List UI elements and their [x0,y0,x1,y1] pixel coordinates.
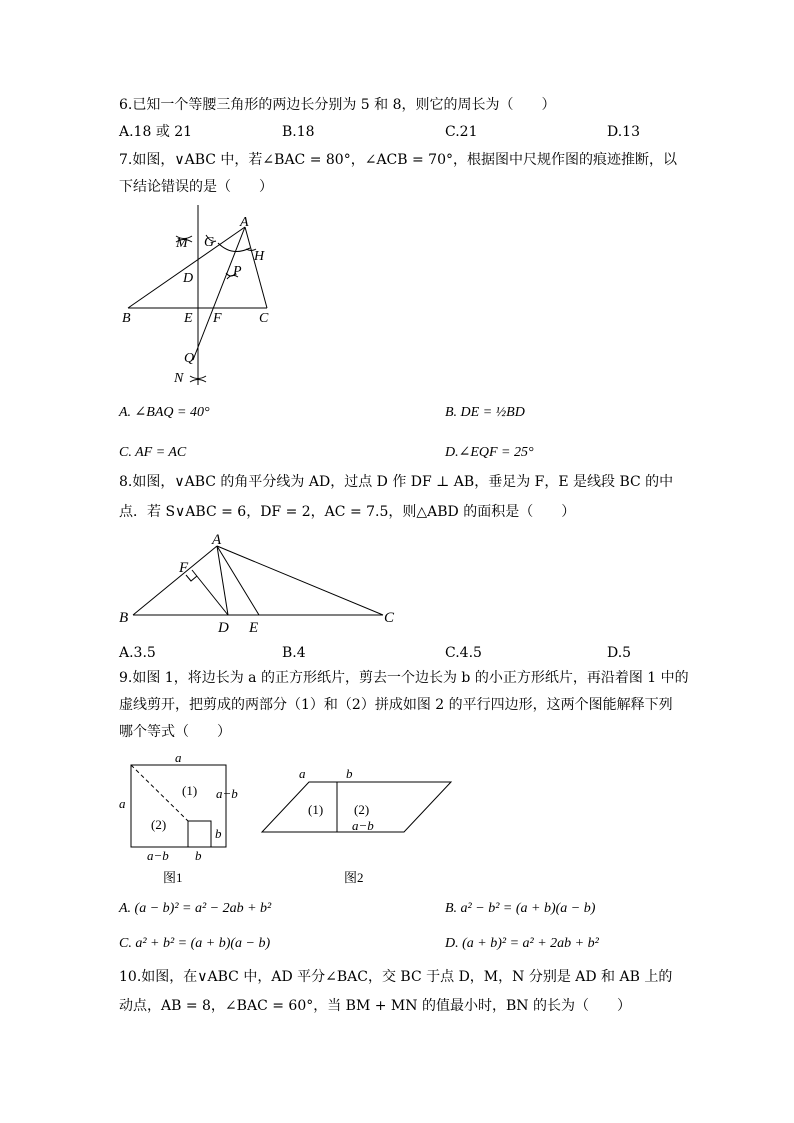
q9-option-a: A. (a − b)² = a² − 2ab + b² [119,901,272,916]
q7-label-d: D [183,271,194,286]
q9-option-b: B. a² − b² = (a + b)(a − b) [445,901,596,916]
q9-fig1-part2: (2) [151,817,167,832]
q10-stem-line2: 动点，AB = 8，∠BAC = 60°，当 BM + MN 的值最小时，BN 的长为（ ） [119,998,631,1014]
q7-label-h: H [254,249,265,264]
q8-stem-line1: 8.如图，∨ABC 的角平分线为 AD，过点 D 作 DF ⊥ AB，垂足为 F，E 是线段 BC 的中 [119,474,674,490]
q8-segment-ad [217,546,228,615]
q9-option-c: C. a² + b² = (a + b)(a − b) [119,936,271,951]
q7-label-c: C [259,311,269,326]
q8-label-d: D [218,620,229,636]
q9-fig2-label-inner: a−b [352,818,374,833]
q8-option-b: B.4 [282,645,306,661]
q9-option-d: D. (a + b)² = a² + 2ab + b² [445,936,599,951]
q7-label-n: N [174,371,184,386]
q9-fig2-label-b: b [346,766,353,781]
q7-option-c: C. AF = AC [119,445,187,460]
q9-fig1-label-right: a−b [216,786,238,801]
q9-stem-line3: 哪个等式（ ） [119,724,231,740]
q7-label-f: F [213,311,222,326]
q6-option-d: D.13 [607,124,640,140]
q9-figure-1 [115,752,255,887]
q7-option-d: D.∠EQF = 25° [445,445,534,460]
q9-fig1-dashed-cut [131,765,188,821]
q7-segment-ac [245,227,267,308]
q9-fig1-label-bottom-b: b [195,848,202,863]
q8-stem-line2: 点．若 S∨ABC = 6，DF = 2，AC = 7.5，则△ABD 的面积是（ ） [119,504,576,520]
q8-label-b: B [119,610,129,626]
q9-fig1-square [131,765,226,847]
q8-segment-ac [217,546,383,615]
q8-label-c: C [384,610,395,626]
q7-option-b: B. DE = ½BD [445,405,525,420]
q8-segment-ae [217,546,259,615]
q8-option-c: C.4.5 [445,645,482,661]
q6-stem: 6.已知一个等腰三角形的两边长分别为 5 和 8，则它的周长为（ ） [119,97,556,113]
q7-stem-line2: 下结论错误的是（ ） [119,179,273,195]
q9-fig1-label-bottom-ab: a−b [147,848,169,863]
q8-label-e: E [249,620,259,636]
q9-fig1-part1: (1) [182,783,198,798]
q9-fig1-small-square [188,821,211,847]
q6-option-a: A.18 或 21 [119,124,193,140]
q8-figure [115,530,405,635]
q6-option-c: C.21 [445,124,478,140]
q10-stem-line1: 10.如图，在∨ABC 中，AD 平分∠BAC，交 BC 于点 D，M，N 分别是 AD 和 AB 上的 [119,969,673,985]
q9-fig2-part1: (1) [308,802,324,817]
q8-segment-ab [133,546,217,615]
q9-fig1-label-b-side: b [215,826,222,841]
q9-figure-2 [262,752,422,887]
q9-fig1-label-left: a [119,796,126,811]
q9-stem-line2: 虚线剪开，把剪成的两部分（1）和（2）拼成如图 2 的平行四边形，这两个图能解释下列 [119,697,673,713]
q7-stem-line1: 7.如图，∨ABC 中，若∠BAC = 80°，∠ACB = 70°，根据图中尺规作图的痕迹推断，以 [119,152,677,168]
q8-segment-df [192,570,228,615]
q7-label-p: P [233,264,242,279]
q7-line-aq [193,227,245,360]
q8-label-a: A [212,532,222,548]
q7-option-a: A. ∠BAQ = 40° [119,405,210,420]
q7-arc-a [218,243,250,252]
q7-figure [110,205,290,390]
q9-fig1-caption: 图1 [163,870,183,885]
q8-option-a: A.3.5 [119,645,156,661]
q8-option-d: D.5 [607,645,632,661]
q9-fig2-part2: (2) [354,802,370,817]
q7-label-e: E [184,311,193,326]
q9-fig1-label-top: a [175,750,182,765]
q8-label-f: F [179,560,189,576]
q7-label-m: M [176,236,188,251]
q9-fig2-label-a: a [299,766,306,781]
q9-fig2-caption: 图2 [344,870,364,885]
q7-label-q: Q [184,351,195,366]
q7-label-b: B [122,311,131,326]
q6-option-b: B.18 [282,124,315,140]
q9-stem-line1: 9.如图 1，将边长为 a 的正方形纸片，剪去一个边长为 b 的小正方形纸片，再沿着图 1 中的 [119,670,689,686]
q7-label-a: A [240,215,249,230]
q7-label-g: G [204,235,215,250]
